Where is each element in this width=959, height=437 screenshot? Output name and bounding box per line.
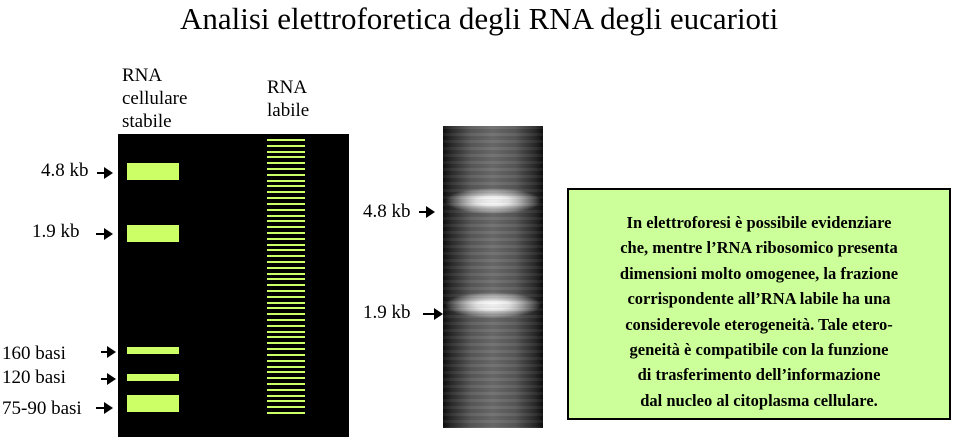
labile-band: [267, 278, 305, 280]
labile-band: [267, 354, 305, 356]
explanation-line: dimensioni molto omogenee, la frazione: [619, 263, 899, 283]
marker-label-75-90-basi: 75-90 basi: [2, 398, 82, 419]
explanation-line: dal nucleo al citoplasma cellulare.: [640, 390, 878, 410]
labile-band: [267, 389, 305, 391]
labile-rna-column-label: [267, 76, 309, 122]
gel-band-120-basi: [127, 374, 179, 381]
labile-band: [267, 290, 305, 292]
labile-band: [267, 284, 305, 286]
labile-band: [267, 296, 305, 298]
gel-band-160-basi: [127, 347, 179, 354]
explanation-line: considerevole eterogeneità. Tale etero-: [625, 314, 893, 334]
labile-band: [267, 273, 305, 275]
labile-band: [267, 191, 305, 193]
stable-rna-column-label: [122, 64, 187, 133]
labile-band: [267, 313, 305, 315]
labile-band: [267, 319, 305, 321]
labile-band: [267, 220, 305, 222]
stable-label-line: cellulare: [122, 88, 188, 109]
labile-band: [267, 139, 305, 141]
labile-rna-lane: [267, 134, 307, 437]
explanation-line: corrispondente all’RNA labile ha una: [627, 289, 891, 309]
explanation-line: geneità è compatibile con la funzione: [629, 340, 889, 360]
marker-arrow-icon: [101, 351, 109, 353]
labile-band: [267, 232, 305, 234]
explanation-line: che, mentre l’RNA ribosomico presenta: [620, 238, 898, 258]
labile-band: [267, 325, 305, 327]
labile-band: [267, 331, 305, 333]
stable-label-line: RNA: [122, 65, 163, 86]
labile-band: [267, 261, 305, 263]
marker-arrow-icon: [96, 233, 106, 235]
marker-label-4-8kb: 4.8 kb: [41, 160, 89, 181]
labile-band: [267, 226, 305, 228]
labile-band: [267, 249, 305, 251]
labile-band: [267, 348, 305, 350]
labile-label-line: labile: [267, 100, 310, 121]
labile-band: [267, 238, 305, 240]
labile-band: [267, 302, 305, 304]
marker-arrow-icon: [423, 313, 436, 315]
labile-band: [267, 185, 305, 187]
labile-label-line: RNA: [267, 77, 308, 98]
labile-band: [267, 145, 305, 147]
explanation-box: [567, 188, 951, 420]
labile-band: [267, 156, 305, 158]
labile-band: [267, 406, 305, 408]
marker-arrow-icon: [101, 378, 109, 380]
labile-band: [267, 244, 305, 246]
labile-band: [267, 377, 305, 379]
explanation-line: In elettroforesi è possibile evidenziare: [626, 213, 892, 232]
figure-title: Analisi elettroforetica degli RNA degli eucarioti: [180, 1, 779, 36]
labile-band: [267, 197, 305, 199]
labile-band: [267, 395, 305, 397]
labile-band: [267, 307, 305, 309]
labile-band: [267, 371, 305, 373]
labile-band: [267, 383, 305, 385]
labile-band: [267, 162, 305, 164]
labile-band: [267, 336, 305, 338]
gel-band-1-9kb: [127, 225, 179, 242]
gel-photograph: [443, 126, 543, 428]
labile-band: [267, 168, 305, 170]
labile-band: [267, 342, 305, 344]
labile-band: [267, 360, 305, 362]
gel-band-4-8kb: [127, 163, 179, 180]
labile-band: [267, 203, 305, 205]
labile-band: [267, 255, 305, 257]
gel-band-75-90-basi: [127, 395, 179, 412]
labile-band: [267, 180, 305, 182]
marker-label-1-9kb: 1.9 kb: [32, 221, 80, 242]
marker-label-120-basi: 120 basi: [2, 367, 66, 388]
marker-arrow-icon: [419, 211, 428, 213]
photo-marker-label-1-9kb: 1.9 kb: [363, 302, 411, 323]
labile-band: [267, 209, 305, 211]
labile-band: [267, 267, 305, 269]
schematic-gel: [118, 134, 349, 437]
labile-band: [267, 215, 305, 217]
explanation-line: di trasferimento dell’informazione: [637, 365, 881, 385]
labile-band: [267, 412, 305, 414]
labile-band: [267, 366, 305, 368]
marker-label-160-basi: 160 basi: [2, 343, 66, 364]
marker-arrow-icon: [96, 407, 106, 409]
labile-band: [267, 400, 305, 402]
stable-label-line: stabile: [122, 111, 172, 132]
labile-band: [267, 174, 305, 176]
labile-band: [267, 151, 305, 153]
photo-marker-label-4-8kb: 4.8 kb: [363, 201, 411, 222]
marker-arrow-icon: [97, 172, 106, 174]
